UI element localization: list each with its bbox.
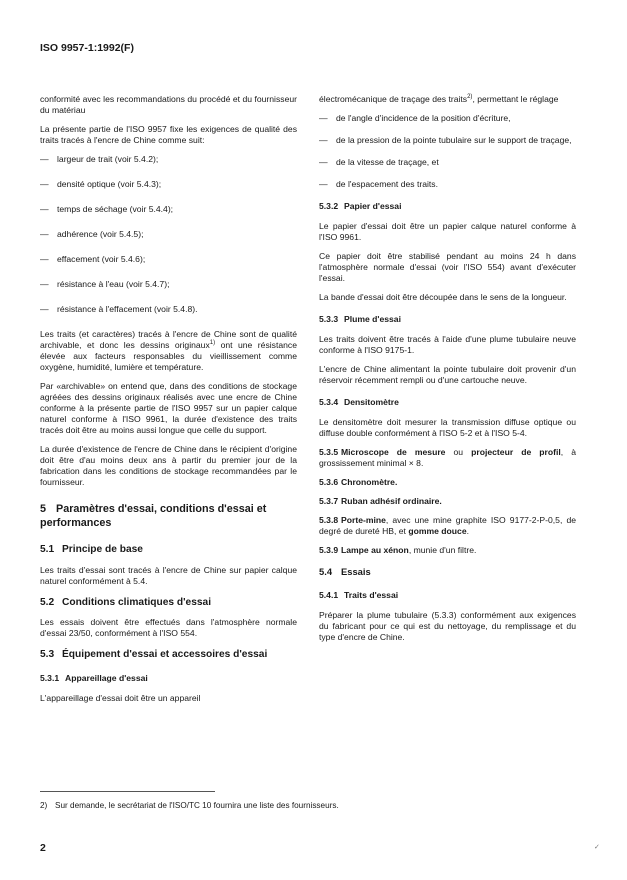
subsection-heading: 5.3.2 Papier d'essai: [319, 201, 402, 211]
list-item: — de l'espacement des traits.: [319, 179, 576, 190]
continued-paragraph: électromécanique de traçage des traits$^{2)}$, permettant le réglage: [319, 94, 559, 104]
archivable-definition-paragraph: Par «archivable» on entend que, dans des conditions de stockage agréées des dessins originaux réalisés avec une encre de Chine conforme à la présente partie de l'ISO 9957 sur un papier calque naturel conforme à l'ISO 9961, la durée d'existence des traits tracés doit être au moins aussi longue que celle du support.: [40, 381, 297, 435]
archival-quality-paragraph: Les traits (et caractères) tracés à l'encre de Chine sont de qualité archivable, et donc les dessins originaux$^{1)}$ ont une résistance élevée aux facteurs responsables du vieillissement comme oxygène, humidité, lumière et température.: [40, 329, 297, 372]
shelf-life-paragraph: La durée d'existence de l'encre de Chine dans le récipient d'origine doit être d'au moins deux ans à partir du premier jour de la fabrication dans les conditions de stockage recommandées par le fournisseur.: [40, 444, 297, 487]
footnote-ref: 1): [209, 340, 216, 347]
check-mark-icon: ✓: [594, 844, 600, 851]
list-item: — de l'angle d'incidence de la position d'écriture,: [319, 113, 576, 124]
list-item: — résistance à l'effacement (voir 5.4.8).: [40, 304, 297, 315]
left-column: [40, 94, 297, 712]
page-number: 2: [40, 842, 46, 854]
equipment-item: 5.3.8 Porte-mine, avec une mine graphite ISO 9177-2-P-0,5, de degré de dureté HB, et gomme douce.: [319, 515, 576, 536]
section-heading: 5.1 Principe de base: [40, 544, 143, 555]
intro-paragraph: La présente partie de l'ISO 9957 fixe les exigences de qualité des traits tracés à l'encre de Chine comme suit:: [40, 124, 297, 145]
continued-paragraph: conformité avec les recommandations du procédé et du fournisseur du matériau: [40, 94, 297, 115]
subsection-heading: 5.4.1 Traits d'essai: [319, 589, 399, 600]
footnote: 2) Sur demande, le secrétariat de l'ISO/TC 10 fournira une liste des fournisseurs.: [40, 801, 339, 810]
section-text: L'encre de Chine alimentant la pointe tubulaire doit provenir d'un réservoir récemment rempli ou d'une cartouche neuve.: [319, 364, 576, 385]
section-text: Le densitomètre doit mesurer la transmission diffuse optique ou diffuse double conformément à l'ISO 5-2 et à l'ISO 5-4.: [319, 417, 576, 438]
list-item: — adhérence (voir 5.4.5);: [40, 229, 297, 240]
equipment-item: 5.3.6 Chronomètre.: [319, 477, 398, 487]
section-heading: 5.3 Équipement d'essai et accessoires d'essai: [40, 649, 268, 660]
list-item: — de la pression de la pointe tubulaire sur le support de traçage,: [319, 135, 576, 146]
equipment-item: 5.3.5 Microscope de mesure ou projecteur de profil, à grossissement minimal × 8.: [319, 447, 576, 468]
list-item: — densité optique (voir 5.4.3);: [40, 179, 297, 190]
section-text: Les traits d'essai sont tracés à l'encre de Chine sur papier calque naturel conformément à 5.4.: [40, 564, 297, 586]
section-heading: 5.2 Conditions climatiques d'essai: [40, 596, 212, 608]
requirements-list: [40, 154, 297, 315]
section-text: L'appareillage d'essai doit être un appareil: [40, 692, 201, 703]
equipment-item: 5.3.9 Lampe au xénon, munie d'un filtre.: [319, 545, 477, 555]
footnote-ref: 2): [467, 94, 473, 101]
equipment-item: 5.3.7 Ruban adhésif ordinaire.: [319, 496, 442, 506]
section-text: Préparer la plume tubulaire (5.3.3) conformément aux exigences du fabricant pour ce qui est du nettoyage, du remplissage et du type d'encre de Chine.: [319, 609, 576, 642]
subsection-heading: 5.3.4 Densitomètre: [319, 397, 399, 407]
section-heading: 5.4 Essais: [319, 566, 371, 577]
section-text: La bande d'essai doit être découpée dans le sens de la longueur.: [319, 292, 567, 302]
footnote-divider: [40, 791, 215, 792]
list-item: — effacement (voir 5.4.6);: [40, 254, 297, 265]
adjustment-list: [319, 113, 576, 190]
section-text: Ce papier doit être stabilisé pendant au moins 24 h dans l'atmosphère normale d'essai (voir l'ISO 554) avant d'exécuter l'essai.: [319, 251, 576, 283]
subsection-heading: 5.3.1 Appareillage d'essai: [40, 672, 148, 683]
section-text: Le papier d'essai doit être un papier calque naturel conforme à l'ISO 9961.: [319, 221, 576, 242]
section-text: Les traits doivent être tracés à l'aide d'une plume tubulaire neuve conforme à l'ISO 9175-1.: [319, 334, 576, 355]
section-text: Les essais doivent être effectués dans l'atmosphère normale d'essai 23/50, conformément à l'ISO 554.: [40, 617, 297, 638]
subsection-heading: 5.3.3 Plume d'essai: [319, 314, 401, 324]
list-item: — de la vitesse de traçage, et: [319, 157, 576, 168]
document-id: ISO 9957-1:1992(F): [40, 42, 134, 54]
list-item: — temps de séchage (voir 5.4.4);: [40, 204, 297, 215]
section-heading: 5 Paramètres d'essai, conditions d'essai et performances: [40, 503, 267, 529]
right-column: [319, 94, 576, 651]
list-item: — largeur de trait (voir 5.4.2);: [40, 154, 297, 165]
list-item: — résistance à l'eau (voir 5.4.7);: [40, 279, 297, 290]
